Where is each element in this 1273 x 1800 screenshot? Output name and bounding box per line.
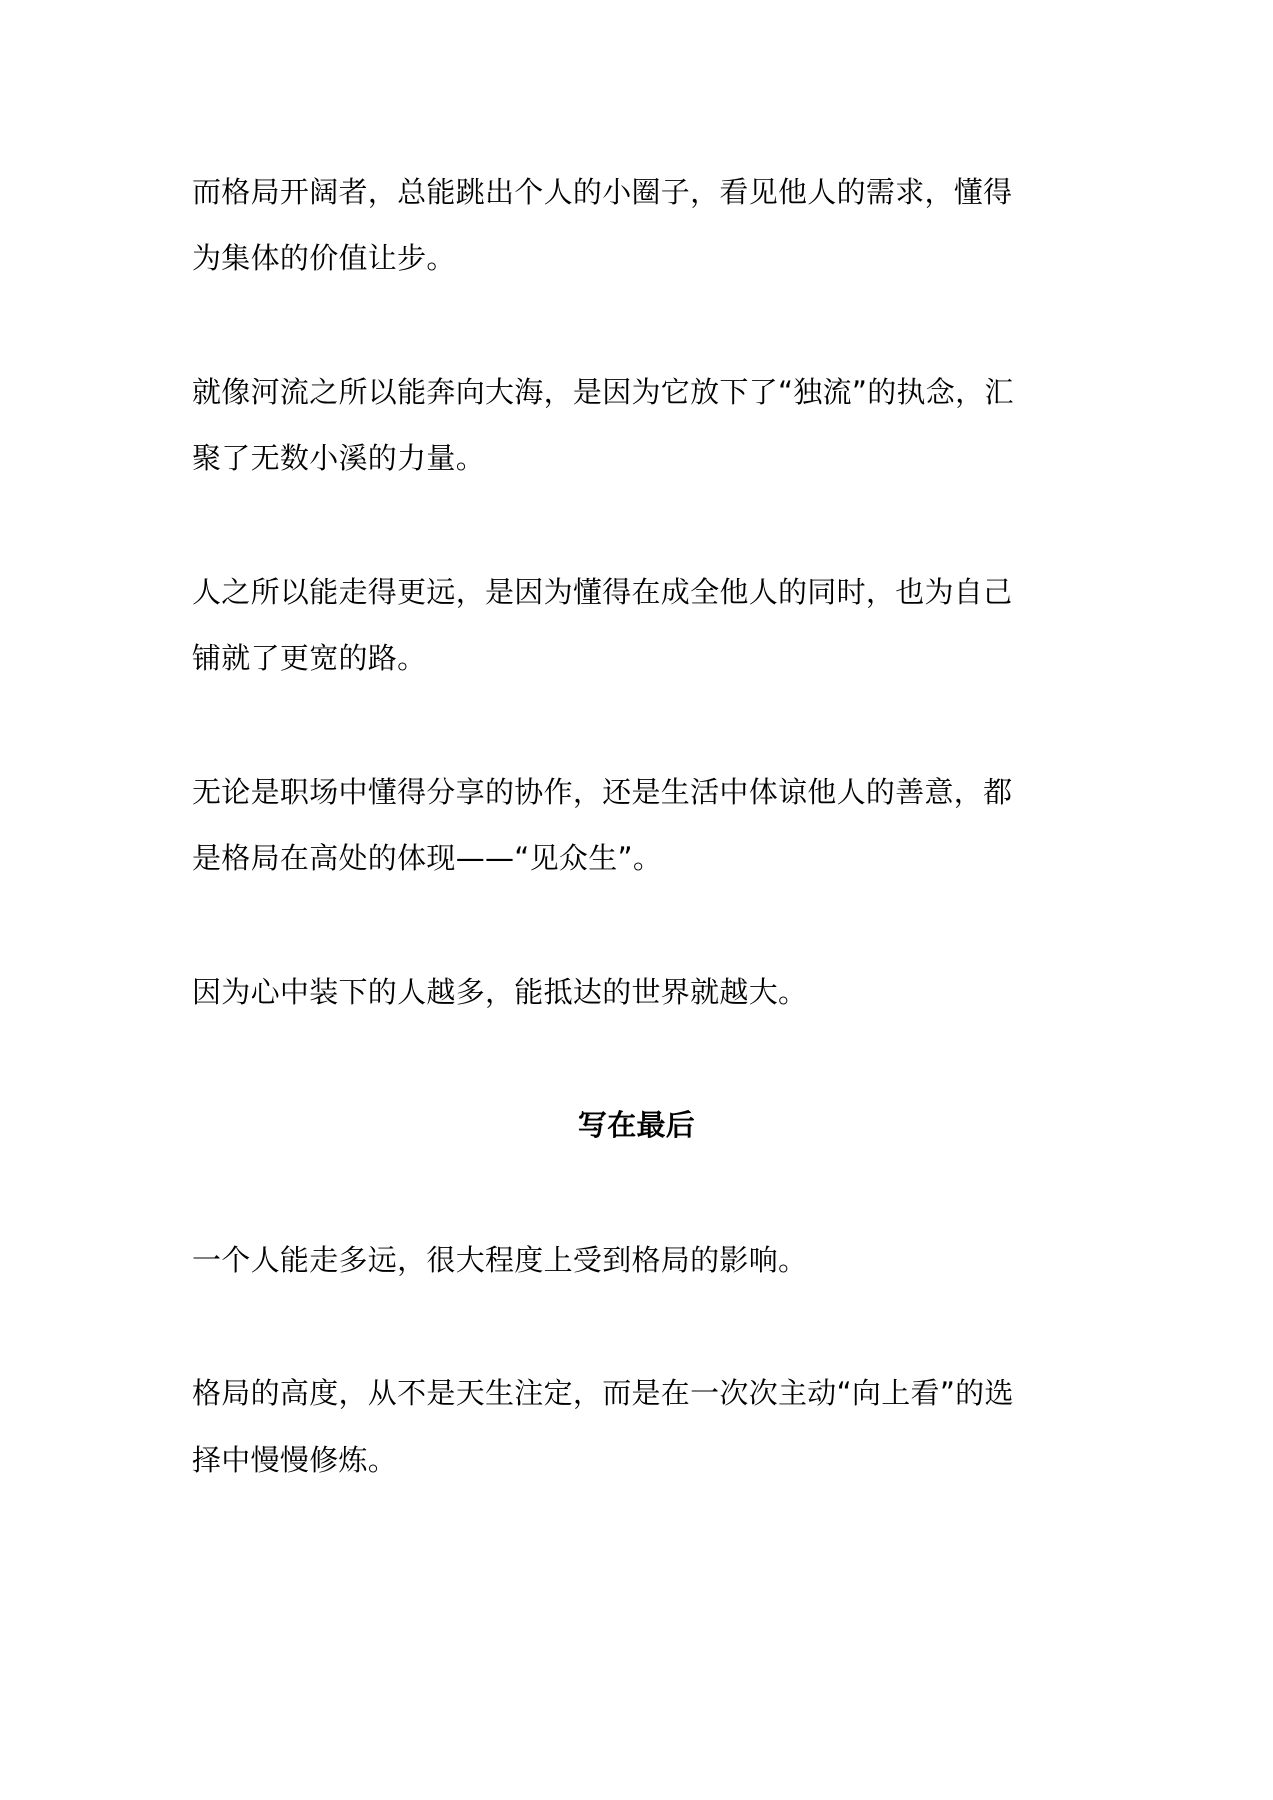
paragraph-5-line-1: 因为心中装下的人越多，能抵达的世界就越大。 bbox=[192, 975, 808, 1009]
section-heading: 写在最后 bbox=[577, 1108, 696, 1142]
paragraph-1-line-2: 为集体的价值让步。 bbox=[192, 241, 456, 275]
paragraph-3-line-1: 人之所以能走得更远，是因为懂得在成全他人的同时，也为自己 bbox=[192, 575, 1013, 609]
paragraph-4-line-2: 是格局在高处的体现——“见众生”。 bbox=[192, 841, 663, 875]
closing-paragraph-2-line-1: 格局的高度，从不是天生注定，而是在一次次主动“向上看”的选 bbox=[192, 1376, 1014, 1410]
paragraph-4-line-1: 无论是职场中懂得分享的协作，还是生活中体谅他人的善意，都 bbox=[192, 775, 1013, 809]
paragraph-1-line-1: 而格局开阔者，总能跳出个人的小圈子，看见他人的需求，懂得 bbox=[192, 175, 1013, 209]
paragraph-2-line-2: 聚了无数小溪的力量。 bbox=[192, 441, 486, 475]
paragraph-2-line-1: 就像河流之所以能奔向大海，是因为它放下了“独流”的执念，汇 bbox=[192, 375, 1014, 409]
closing-paragraph-2-line-2: 择中慢慢修炼。 bbox=[192, 1443, 398, 1477]
closing-paragraph-1-line-1: 一个人能走多远，很大程度上受到格局的影响。 bbox=[192, 1243, 808, 1277]
paragraph-3-line-2: 铺就了更宽的路。 bbox=[192, 641, 427, 675]
